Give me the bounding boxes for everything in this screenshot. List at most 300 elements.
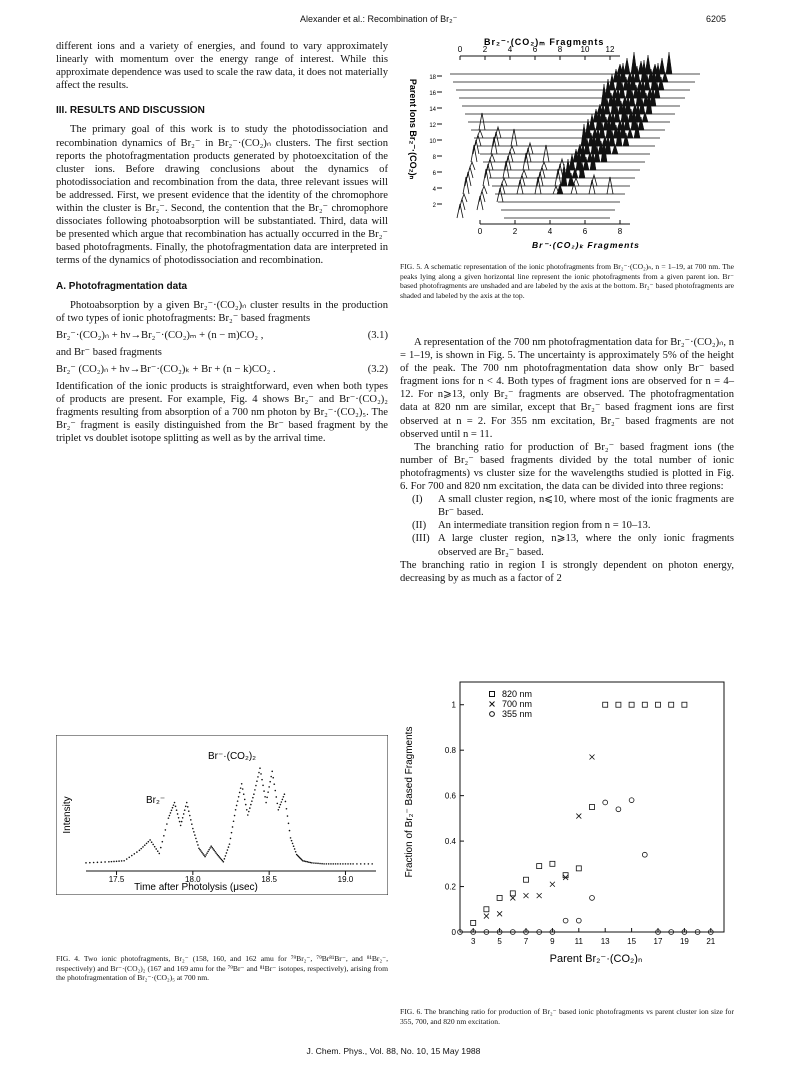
fig5-bottom-title: Br⁻·(CO₂)ₖ Fragments xyxy=(532,240,640,250)
fig4-data-point xyxy=(215,852,217,854)
fig6-point-square xyxy=(642,702,647,707)
fig4-data-point xyxy=(276,803,278,805)
equation-3-1 xyxy=(56,329,388,342)
fig4-data-point xyxy=(255,785,257,787)
fig4-data-point xyxy=(183,813,185,815)
equation-number: (3.2) xyxy=(367,363,388,375)
fig4-data-point xyxy=(174,802,176,804)
fig4-data-point xyxy=(190,819,192,821)
region-item xyxy=(412,493,734,519)
fig4-data-point xyxy=(243,793,245,795)
fig4-data-point xyxy=(233,820,235,822)
fig4-data-point xyxy=(165,829,167,831)
fig4-data-point xyxy=(149,839,151,841)
fig4-data-point xyxy=(313,862,315,864)
fig4-data-point xyxy=(131,855,133,857)
fig4-data-point xyxy=(154,846,156,848)
fig4-data-point xyxy=(146,843,148,845)
fig6-x-tick-label: 5 xyxy=(497,937,502,946)
fig5-br2-peak xyxy=(624,58,630,74)
fig6-point-x xyxy=(497,911,502,916)
fig4-data-point xyxy=(264,796,266,798)
fig5-br2-peak xyxy=(666,52,672,74)
fig5-top-tick-label: 0 xyxy=(457,45,463,54)
fig4-data-point xyxy=(171,810,173,812)
fig4-data-point xyxy=(371,863,373,865)
fig4-data-point xyxy=(286,808,288,810)
fig4-data-point xyxy=(213,850,215,852)
legend-label: 700 nm xyxy=(502,699,533,709)
fig6-point-x xyxy=(484,914,489,919)
fig4-data-point xyxy=(308,861,310,863)
fig4-data-point xyxy=(194,834,196,836)
fig4-data-point xyxy=(118,860,120,862)
fig4-data-point xyxy=(136,851,138,853)
fig4-data-point xyxy=(148,841,150,843)
fig4-data-point xyxy=(134,853,136,855)
fig4-data-point xyxy=(262,785,264,787)
fig6-y-tick-label: 0.8 xyxy=(444,746,456,756)
region-text: A small cluster region, n⩽10, where most of the ionic fragments are Br⁻ based. xyxy=(438,494,734,519)
fig4-data-point xyxy=(356,863,358,865)
fig6-x-tick-label: 15 xyxy=(627,937,637,946)
fig6-point-x xyxy=(524,893,529,898)
fig4-data-point xyxy=(310,862,312,864)
fig4-data-point xyxy=(317,863,319,865)
fig4-data-point xyxy=(140,848,142,850)
fig6-y-tick-label: 1 xyxy=(451,700,456,710)
fig4-label-cluster: Br⁻·(CO₂)₂ xyxy=(208,751,257,762)
fig4-data-point xyxy=(244,799,246,801)
fig6-point-square xyxy=(550,861,555,866)
fig4-data-point xyxy=(252,797,254,799)
fig4-ylabel: Intensity xyxy=(62,796,73,834)
fig6-point-square xyxy=(497,895,502,900)
branching-paragraph: The branching ratio for production of Br₂⁻ based fragment ions (the number of Br₂⁻ based fragments divided by the total number of ionic photofragments) vs cluster size for the wavelengths studied is plotted in Fig. 6. For 700 and 820 nm excitation, the data can be divided into three regions: xyxy=(400,441,734,493)
fig4-data-point xyxy=(168,817,170,819)
fig4-data-point xyxy=(352,863,354,865)
page-number: 6205 xyxy=(706,14,727,24)
fig4-data-point xyxy=(229,843,231,845)
fig4-data-point xyxy=(270,776,272,778)
region-item xyxy=(412,519,734,532)
fig4-data-point xyxy=(113,861,115,863)
running-header: Alexander et al.: Recombination of Br₂⁻ xyxy=(300,14,458,24)
fig4-data-point xyxy=(330,863,332,865)
fig4-data-point xyxy=(335,863,337,865)
fig6-x-tick-label: 9 xyxy=(550,937,555,946)
fig5-br-peak xyxy=(607,177,613,194)
fig4-data-point xyxy=(202,853,204,855)
fig6-point-circle xyxy=(616,807,621,812)
fig6-y-tick-label: 0.2 xyxy=(444,882,456,892)
fig4-label-br2: Br₂⁻ xyxy=(146,795,166,806)
fig4-data-point xyxy=(172,807,174,809)
fig4-data-point xyxy=(272,777,274,779)
fig4-data-point xyxy=(235,809,237,811)
fig5-top-axis xyxy=(458,45,620,60)
fig4-data-point xyxy=(204,856,206,858)
fig4-data-point xyxy=(281,801,283,803)
fig5-top-tick-label: 10 xyxy=(580,45,590,54)
fig4-graphic xyxy=(56,735,388,895)
fig4-data-point xyxy=(303,860,305,862)
fig4-data-point xyxy=(214,851,216,853)
fig4-data-point xyxy=(315,862,317,864)
fig6-point-square xyxy=(629,702,634,707)
fig4-data-point xyxy=(249,807,251,809)
fig4-data-point xyxy=(201,852,203,854)
fig4-data-point xyxy=(182,817,184,819)
fig5-side-axis xyxy=(429,75,442,209)
fig6-points xyxy=(458,702,714,934)
fig4-data-point xyxy=(240,787,242,789)
fig4-data-point xyxy=(169,815,171,817)
fig4-data-point xyxy=(193,831,195,833)
fig5-bottom-tick-label: 6 xyxy=(582,227,588,236)
fig6-point-x xyxy=(576,814,581,819)
fig4-caption: FIG. 4. Two ionic photofragments, Br₂⁻ (158, 160, and 162 amu for ⁷⁹Br₂⁻, ⁷⁹Br⁸¹Br⁻, and ⁸¹Br₂⁻, respectively) and Br⁻·(CO₂)₂ (167 and 169 amu for the ⁷⁹Br⁻ and ⁸¹Br⁻ isotopes, respectively), arising from the photofragmentation of Br₂⁻·(CO₂)₅ at 700 nm. xyxy=(56,954,388,983)
fig4-data-point xyxy=(236,805,238,807)
fig6-point-circle xyxy=(576,918,581,923)
fig4-data-point xyxy=(287,815,289,817)
fig5-bottom-tick-label: 4 xyxy=(547,227,553,236)
fig4-data-point xyxy=(254,789,256,791)
fig6-y-tick-label: 0.6 xyxy=(444,791,456,801)
fig4-data-point xyxy=(198,847,200,849)
fig6-x-tick-label: 11 xyxy=(574,937,583,946)
fig4-data-point xyxy=(302,860,304,862)
fig5-side-tick-label: 18 xyxy=(429,75,436,81)
fig5-bottom-tick-label: 8 xyxy=(617,227,623,236)
fig5-top-tick-label: 4 xyxy=(507,45,513,54)
fig5-top-title: Br₂⁻·(CO₂)ₘ Fragments xyxy=(484,37,605,47)
fig4-data-point xyxy=(212,848,214,850)
fig4-data-point xyxy=(321,863,323,865)
figure-5 xyxy=(400,34,734,254)
fig4-data-point xyxy=(305,861,307,863)
fig5-top-tick-label: 2 xyxy=(482,45,488,54)
fig5-discussion-paragraph: A representation of the 700 nm photofragmentation data for Br₂⁻·(CO₂)ₙ, n = 1–19, is shown in Fig. 5. The uncertainty is approximately 5% of the height of the peak. The 700 nm photofragmentation data show only Br⁻ based fragment ions for n < 4. Both types of fragment ions are observed for n = 4–12. For n⩾13, only Br₂⁻ fragments are observed. The photofragmentation data at 820 nm are similar, except that Br₂⁻ based fragment ions are first observed at n = 2. For 355 nm excitation, Br₂⁻ based fragments are not observed until n = 11. xyxy=(400,337,734,440)
fig4-data-point xyxy=(139,850,141,852)
results-paragraph: The primary goal of this work is to study the photodissociation and recombination dynamics of Br₂⁻ in Br₂⁻·(CO₂)ₙ clusters. The first section reports the photofragmentation products generated by photoexcitation of the cluster ions. Before drawing conclusions about the dynamics of photodissociation and recombination from the data, three relevant issues will be addressed. First, we present evidence that the identity of the chromophore within the cluster is Br₂⁻. Second, the contention that the Br₂⁻ chromophore dissociates following photoabsorption will be substantiated. Third, data will be presented which argue that recombination has actually occurred in the Br₂⁻ based photofragments. Finally, the photofragmentation data are interpreted in terms of the dynamics of photodissociation and recombination. xyxy=(56,124,388,267)
fig4-data-point xyxy=(104,861,106,863)
equation-body: Br₂⁻·(CO₂)ₙ + hν→Br₂⁻·(CO₂)ₘ + (n − m)CO₂ , xyxy=(56,329,264,341)
region-i-paragraph: The branching ratio in region I is strongly dependent on photon energy, decreasing by as much as a factor of 2 xyxy=(400,559,734,584)
fig5-graphic xyxy=(400,34,734,254)
and-text: and Br⁻ based fragments xyxy=(56,346,162,358)
fig4-data-point xyxy=(175,806,177,808)
fig4-data-point xyxy=(245,804,247,806)
fig4-data-point xyxy=(144,844,146,846)
region-number: (II) xyxy=(412,520,427,532)
fig4-data-point xyxy=(285,801,287,803)
fig4-data-point xyxy=(294,848,296,850)
fig4-data-point xyxy=(180,825,182,827)
fig6-point-square xyxy=(576,866,581,871)
fig4-data-point xyxy=(282,799,284,801)
fig4-data-point xyxy=(224,858,226,860)
fig4-data-point xyxy=(267,791,269,793)
fig4-data-point xyxy=(256,780,258,782)
photofrag-paragraph: Photoabsorption by a given Br₂⁻·(CO₂)ₙ cluster results in the production of two types of ionic photofragments: Br₂⁻ based fragments xyxy=(56,299,388,324)
fig5-caption: FIG. 5. A schematic representation of the ionic photofragments from Br₂⁻·(CO₂)ₙ, n = 1–19, at 700 nm. The peaks lying along a given horizontal line represent the ionic photofragments from a given parent ion. Br⁻ based photofragments are unshaded and are labeled by the axis at the bottom. Br₂⁻ based photofragments are shaded and labeled by the axis at the top. xyxy=(400,262,734,300)
fig4-data-point xyxy=(289,830,291,832)
fig4-data-point xyxy=(326,863,328,865)
fig4-data-point xyxy=(210,845,212,847)
fig6-point-square xyxy=(484,907,489,912)
fig4-data-point xyxy=(185,806,187,808)
fig4-data-point xyxy=(271,771,273,773)
fig4-data-point xyxy=(239,792,241,794)
fig4-data-point xyxy=(206,852,208,854)
fig4-data-point xyxy=(89,862,91,864)
fig5-side-tick-label: 16 xyxy=(429,91,436,97)
fig4-data-point xyxy=(151,841,153,843)
fig4-data-point xyxy=(278,809,280,811)
fig4-data-point xyxy=(225,855,227,857)
fig6-xlabel: Parent Br₂⁻·(CO₂)ₙ xyxy=(549,953,643,964)
fig6-point-circle xyxy=(629,798,634,803)
fig5-side-tick-label: 10 xyxy=(429,139,436,145)
fig4-data-point xyxy=(208,849,210,851)
fig4-data-point xyxy=(283,796,285,798)
fig4-data-point xyxy=(257,776,259,778)
intro-paragraph: different ions and a variety of energies, and found to vary approximately linearly with momentum over the energy range of interest. While this approximate dependence was used to scale the raw data, it does not materially affect the results. xyxy=(56,41,388,92)
region-text: A large cluster region, n⩾13, where the only ionic fragments observed are Br₂⁻ based. xyxy=(438,533,734,558)
fig5-side-tick-label: 12 xyxy=(429,123,436,129)
fig5-top-tick-label: 8 xyxy=(557,45,563,54)
fig4-trace xyxy=(85,767,373,864)
fig6-point-x xyxy=(537,893,542,898)
fig5-bottom-tick-label: 2 xyxy=(512,227,518,236)
fig4-data-point xyxy=(192,828,194,830)
fig5-side-tick-label: 14 xyxy=(429,107,436,113)
fig4-data-point xyxy=(176,809,178,811)
fig4-data-point xyxy=(128,856,130,858)
fig4-data-point xyxy=(186,802,188,804)
fig4-data-point xyxy=(328,863,330,865)
fig4-data-point xyxy=(166,823,168,825)
fig4-data-point xyxy=(196,841,198,843)
fig4-data-point xyxy=(340,863,342,865)
fig4-data-point xyxy=(260,773,262,775)
fig4-data-point xyxy=(195,838,197,840)
fig4-data-point xyxy=(311,862,313,864)
fig4-data-point xyxy=(187,806,189,808)
fig5-side-tick-label: 2 xyxy=(432,203,436,209)
fig4-data-point xyxy=(142,846,144,848)
fig4-data-point xyxy=(275,796,277,798)
region-number: (I) xyxy=(412,494,423,506)
fig4-data-point xyxy=(307,861,309,863)
fig6-x-tick-label: 17 xyxy=(653,937,663,946)
legend-marker xyxy=(490,702,495,707)
subsection-heading: A. Photofragmentation data xyxy=(56,280,188,292)
fig4-data-point xyxy=(237,800,239,802)
fig4-data-point xyxy=(170,812,172,814)
fig4-data-point xyxy=(155,848,157,850)
fig5-top-tick-label: 6 xyxy=(532,45,538,54)
fig4-data-point xyxy=(126,858,128,860)
fig4-data-point xyxy=(345,863,347,865)
fig4-data-point xyxy=(291,840,293,842)
fig4-data-point xyxy=(364,863,366,865)
fig5-side-tick-label: 6 xyxy=(432,171,436,177)
fig6-point-x xyxy=(550,882,555,887)
fig6-point-square xyxy=(616,702,621,707)
fig4-data-point xyxy=(280,804,282,806)
fig6-point-square xyxy=(656,702,661,707)
fig4-data-point xyxy=(121,860,123,862)
identification-paragraph: Identification of the ionic products is straightforward, even when both types of products are present. For example, Fig. 4 shows Br₂⁻ and Br⁻·(CO₂)₂ fragments resulting from absorption of a 700 nm photon by Br₂⁻·(CO₂)₅. The Br₂⁻ fragment is easily distinguished from the Br⁻ based fragment by the triplet vs doublet isotope splitting as well as by the arrival time. xyxy=(56,381,388,445)
fig6-caption: FIG. 6. The branching ratio for production of Br₂⁻ based ionic photofragments vs parent cluster ion size for 355, 700, and 820 nm excitation. xyxy=(400,1007,734,1026)
fig4-data-point xyxy=(295,851,297,853)
legend-label: 355 nm xyxy=(502,709,533,719)
fig4-data-point xyxy=(265,802,267,804)
fig6-point-square xyxy=(510,891,515,896)
fig6-ylabel: Fraction of Br₂⁻ Based Fragments xyxy=(404,726,415,878)
section-heading: III. RESULTS AND DISCUSSION xyxy=(56,105,205,117)
fig4-data-point xyxy=(232,826,234,828)
fig4-data-point xyxy=(207,851,209,853)
region-item xyxy=(412,532,734,558)
fig6-x-tick-label: 13 xyxy=(600,937,610,946)
fig6-frame xyxy=(460,682,724,932)
fig4-data-point xyxy=(292,843,294,845)
fig4-data-point xyxy=(191,823,193,825)
fig6-point-circle xyxy=(642,852,647,857)
fig4-data-point xyxy=(97,862,99,864)
fig6-point-square xyxy=(669,702,674,707)
fig4-data-point xyxy=(199,849,201,851)
fig4-x-tick-label: 18.0 xyxy=(185,875,201,884)
legend-marker xyxy=(490,712,495,717)
fig4-data-point xyxy=(205,854,207,856)
fig4-data-point xyxy=(242,788,244,790)
fig4-data-point xyxy=(123,860,125,862)
fig6-point-circle xyxy=(603,800,608,805)
fig4-xlabel: Time after Photolysis (μsec) xyxy=(134,882,258,893)
equation-body: Br₂⁻ (CO₂)ₙ + hν→Br⁻·(CO₂)ₖ + Br + (n − k)CO₂ . xyxy=(56,363,276,375)
fig6-y-tick-label: 0 xyxy=(451,928,456,937)
fig5-br-peak xyxy=(543,145,549,162)
fig6-x-tick-label: 7 xyxy=(523,937,529,946)
left-column xyxy=(56,40,388,446)
fig5-peaks xyxy=(450,52,700,218)
fig4-data-point xyxy=(360,863,362,865)
journal-footer: J. Chem. Phys., Vol. 88, No. 10, 15 May 1988 xyxy=(306,1046,481,1056)
fig5-side-tick-label: 4 xyxy=(432,187,436,193)
fig4-data-point xyxy=(238,796,240,798)
figure-6 xyxy=(400,672,734,964)
fig4-data-point xyxy=(181,821,183,823)
fig5-br-peak xyxy=(479,113,485,130)
fig4-data-point xyxy=(253,793,255,795)
fig6-point-square xyxy=(590,805,595,810)
fig6-y-tick-label: 0.4 xyxy=(444,837,456,847)
fig4-data-point xyxy=(288,823,290,825)
fig4-data-point xyxy=(247,814,249,816)
fig6-point-square xyxy=(524,877,529,882)
fig4-data-point xyxy=(248,811,250,813)
legend-marker xyxy=(490,692,495,697)
fig4-data-point xyxy=(211,847,213,849)
legend-label: 820 nm xyxy=(502,689,533,699)
fig4-data-point xyxy=(226,852,228,854)
fig4-data-point xyxy=(269,781,271,783)
fig6-point-square xyxy=(471,920,476,925)
fig6-point-square xyxy=(682,702,687,707)
fig4-data-point xyxy=(284,793,286,795)
fig5-br2-peak xyxy=(645,55,651,74)
fig4-data-point xyxy=(268,786,270,788)
fig4-data-point xyxy=(177,813,179,815)
fig4-data-point xyxy=(228,846,230,848)
fig4-data-point xyxy=(93,862,95,864)
fig6-x-tick-label: 21 xyxy=(706,937,716,946)
fig4-data-point xyxy=(203,854,205,856)
fig4-data-point xyxy=(251,800,253,802)
fig4-data-point xyxy=(279,806,281,808)
right-column xyxy=(400,336,734,585)
fig4-data-point xyxy=(258,772,260,774)
fig6-point-circle xyxy=(590,896,595,901)
fig4-data-point xyxy=(250,804,252,806)
fig4-data-point xyxy=(227,849,229,851)
fig6-graphic xyxy=(400,672,734,964)
fig4-data-point xyxy=(263,790,265,792)
fig4-data-point xyxy=(246,809,248,811)
region-text: An intermediate transition region from n = 10–13. xyxy=(438,520,651,532)
fig5-top-tick-label: 12 xyxy=(605,45,615,54)
fig4-data-point xyxy=(231,832,233,834)
fig6-point-circle xyxy=(563,918,568,923)
region-number: (III) xyxy=(412,533,430,545)
equation-number: (3.1) xyxy=(367,329,388,341)
fig4-data-point xyxy=(347,863,349,865)
fig4-data-point xyxy=(188,810,190,812)
fig6-point-square xyxy=(603,702,608,707)
fig4-data-point xyxy=(332,863,334,865)
regions-list xyxy=(400,493,734,558)
fig4-data-point xyxy=(197,844,199,846)
fig4-data-point xyxy=(274,790,276,792)
fig4-data-point xyxy=(266,797,268,799)
fig4-data-point xyxy=(100,861,102,863)
fig4-data-point xyxy=(234,815,236,817)
fig5-bottom-tick-label: 0 xyxy=(477,227,483,236)
fig5-side-tick-label: 8 xyxy=(432,155,436,161)
fig4-data-point xyxy=(319,863,321,865)
fig4-data-point xyxy=(261,779,263,781)
fig4-data-point xyxy=(200,850,202,852)
fig4-data-point xyxy=(158,853,160,855)
fig4-data-point xyxy=(368,863,370,865)
fig6-point-square xyxy=(537,864,542,869)
fig4-data-point xyxy=(184,809,186,811)
fig4-data-point xyxy=(337,863,339,865)
fig4-data-point xyxy=(173,804,175,806)
fig4-data-point xyxy=(152,844,154,846)
fig4-data-point xyxy=(85,862,87,864)
fig4-data-point xyxy=(178,817,180,819)
fig4-data-point xyxy=(179,821,181,823)
fig5-side-label: Parent Ions Br₂⁻·(CO₂)ₙ xyxy=(408,78,418,180)
fig4-data-point xyxy=(230,838,232,840)
fig4-data-point xyxy=(189,815,191,817)
fig4-data-point xyxy=(323,863,325,865)
